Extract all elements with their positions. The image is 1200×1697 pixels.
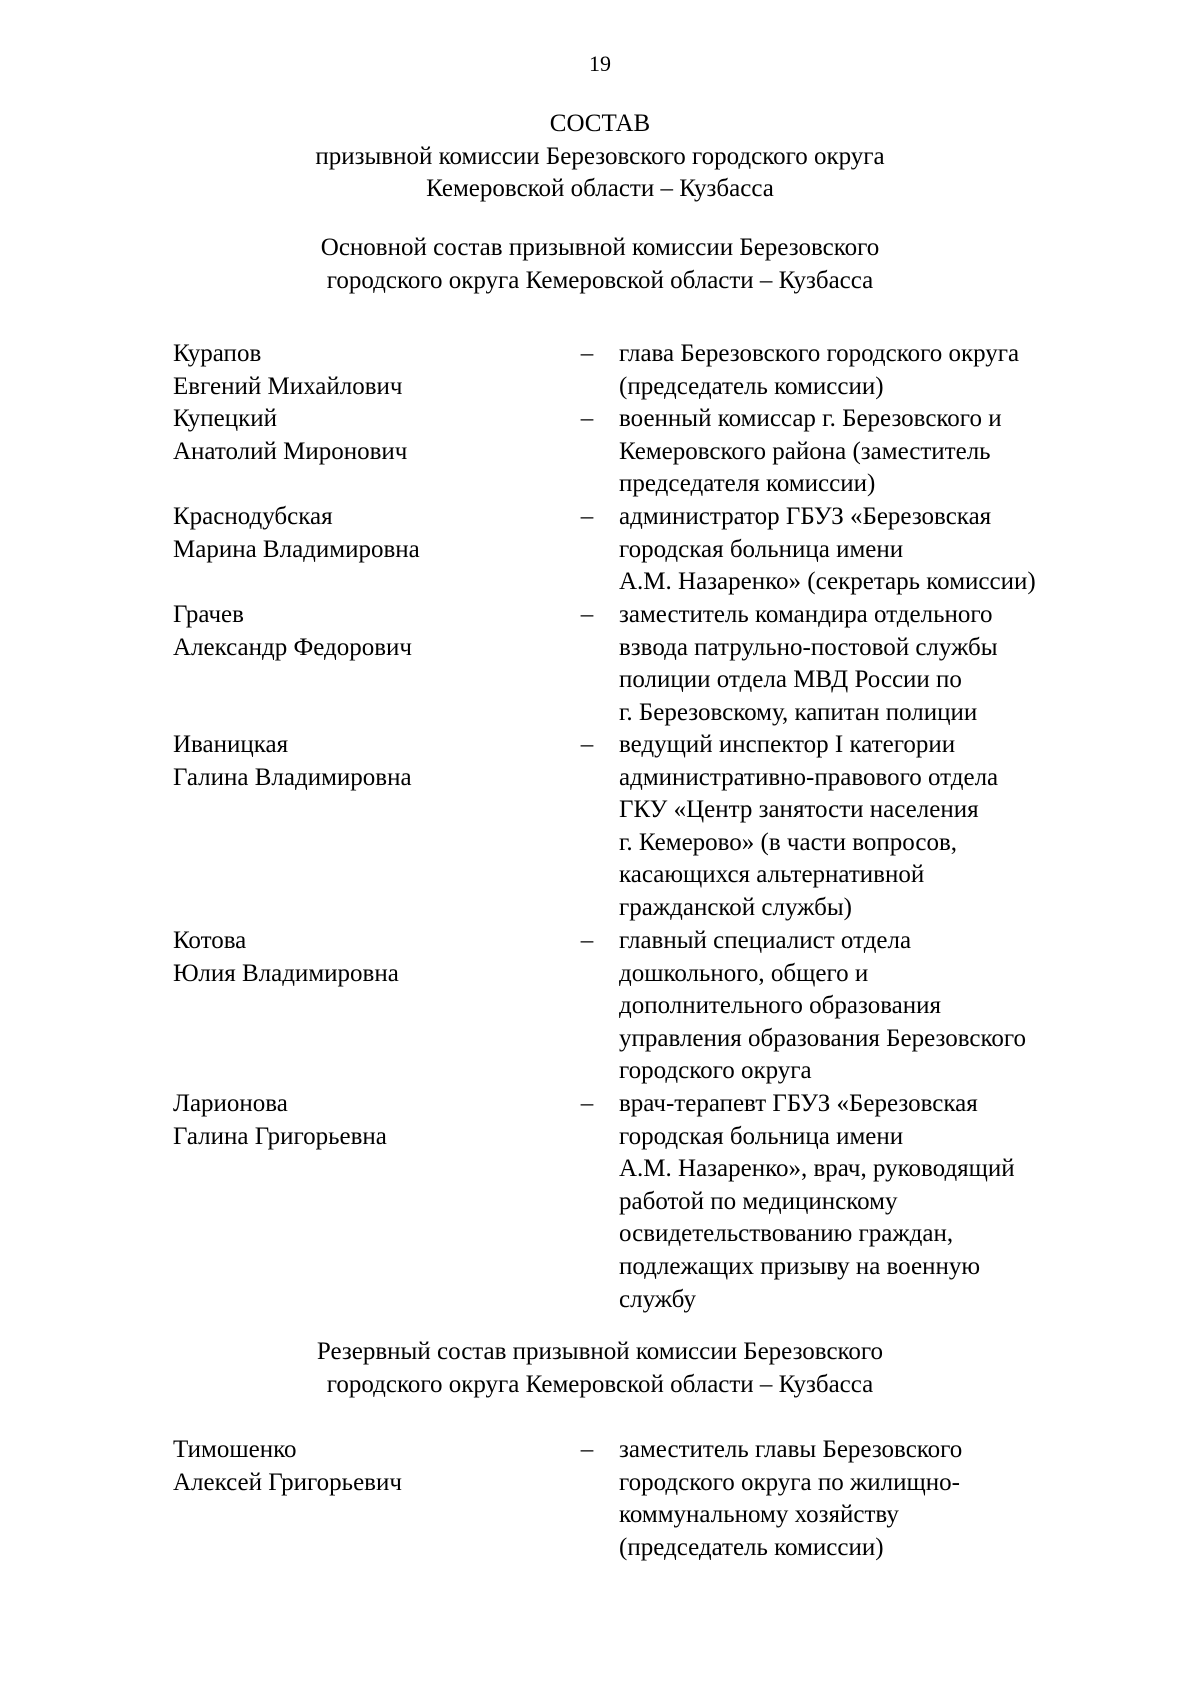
role-line: административно-правового отдела <box>619 763 999 791</box>
member-given-names: Александр Федорович <box>173 633 412 661</box>
role-line: председателя комиссии) <box>619 470 876 498</box>
role-line: полиции отдела МВД России по <box>619 666 962 694</box>
role-line: А.М. Назаренко» (секретарь комиссии) <box>619 568 1036 596</box>
title-line-3: Кемеровской области – Кузбасса <box>426 175 774 203</box>
member-role <box>619 729 1103 925</box>
member-given-names: Анатолий Миронович <box>173 437 408 465</box>
member-surname: Иваницкая <box>173 731 289 758</box>
role-line: Кемеровского района (заместитель <box>619 437 991 465</box>
role-line: администратор ГБУЗ «Березовская <box>619 503 992 530</box>
role-line: А.М. Назаренко», врач, руководящий <box>619 1155 1015 1183</box>
member-surname: Курапов <box>173 340 262 367</box>
reserve-heading-line-2: городского округа Кемеровской области – Кузбасса <box>326 1370 874 1398</box>
dash-separator: – <box>580 731 594 758</box>
role-line: дополнительного образования <box>619 992 942 1020</box>
member-surname: Грачев <box>173 601 244 628</box>
member-name <box>173 403 573 468</box>
member-given-names: Юлия Владимировна <box>173 959 399 987</box>
document-title <box>250 108 950 206</box>
member-given-names: Марина Владимировна <box>173 535 420 563</box>
member-role <box>619 1088 1103 1316</box>
role-line: гражданской службы) <box>619 893 852 921</box>
role-line: (председатель комиссии) <box>619 1533 884 1561</box>
role-line: ведущий инспектор I категории <box>619 731 956 758</box>
dash-separator: – <box>580 1436 594 1463</box>
role-line: подлежащих призыву на военную <box>619 1252 981 1280</box>
role-line: ГКУ «Центр занятости населения <box>619 796 979 824</box>
role-line: службу <box>619 1285 696 1313</box>
member-name <box>173 501 573 566</box>
member-role <box>619 338 1103 403</box>
role-line: заместитель командира отдельного <box>619 601 993 628</box>
member-surname: Котова <box>173 927 247 954</box>
reserve-heading-line-1: Резервный состав призывной комиссии Березовского <box>316 1338 884 1365</box>
role-line: глава Березовского городского округа <box>619 340 1020 367</box>
role-line: городского округа по жилищно- <box>619 1468 960 1496</box>
member-given-names: Алексей Григорьевич <box>173 1468 402 1496</box>
member-name <box>173 1434 573 1499</box>
member-given-names: Галина Григорьевна <box>173 1122 387 1150</box>
role-line: работой по медицинскому <box>619 1187 898 1215</box>
member-name <box>173 599 573 664</box>
dash-separator: – <box>580 340 594 367</box>
member-role <box>619 1434 1103 1564</box>
member-name <box>173 338 573 403</box>
member-name <box>173 1088 573 1153</box>
role-line: городская больница имени <box>619 535 904 563</box>
member-role <box>619 599 1103 729</box>
dash-separator: – <box>580 405 594 432</box>
member-name <box>173 925 573 990</box>
member-surname: Купецкий <box>173 405 278 432</box>
role-line: коммунальному хозяйству <box>619 1501 899 1529</box>
member-given-names: Евгений Михайлович <box>173 372 403 400</box>
member-role <box>619 925 1103 1088</box>
role-line: касающихся альтернативной <box>619 861 925 889</box>
member-role <box>619 501 1103 599</box>
role-line: взвода патрульно-постовой службы <box>619 633 998 661</box>
role-line: освидетельствованию граждан, <box>619 1220 954 1248</box>
member-surname: Ларионова <box>173 1090 288 1117</box>
title-line-1: СОСТАВ <box>549 110 651 137</box>
role-line: г. Кемерово» (в части вопросов, <box>619 828 958 856</box>
dash-separator: – <box>580 1090 594 1117</box>
page-number: 19 <box>589 51 611 76</box>
role-line: городская больница имени <box>619 1122 904 1150</box>
member-given-names: Галина Владимировна <box>173 763 412 791</box>
main-section-heading <box>250 232 950 297</box>
dash-separator: – <box>580 601 594 628</box>
main-heading-line-2: городского округа Кемеровской области – Кузбасса <box>326 266 874 294</box>
main-heading-line-1: Основной состав призывной комиссии Березовского <box>320 234 880 261</box>
role-line: городского округа <box>619 1057 812 1085</box>
dash-separator: – <box>580 503 594 530</box>
dash-separator: – <box>580 927 594 954</box>
member-surname: Тимошенко <box>173 1436 297 1463</box>
title-line-2: призывной комиссии Березовского городского округа <box>315 142 885 170</box>
member-role <box>619 403 1103 501</box>
role-line: главный специалист отдела <box>619 927 912 954</box>
reserve-section-heading <box>250 1336 950 1401</box>
role-line: (председатель комиссии) <box>619 372 884 400</box>
role-line: заместитель главы Березовского <box>619 1436 963 1463</box>
role-line: г. Березовскому, капитан полиции <box>619 698 978 726</box>
role-line: дошкольного, общего и <box>619 959 869 987</box>
role-line: врач-терапевт ГБУЗ «Березовская <box>619 1090 978 1117</box>
role-line: военный комиссар г. Березовского и <box>619 405 1002 432</box>
role-line: управления образования Березовского <box>619 1024 1026 1052</box>
member-name <box>173 729 573 794</box>
member-surname: Краснодубская <box>173 503 333 530</box>
